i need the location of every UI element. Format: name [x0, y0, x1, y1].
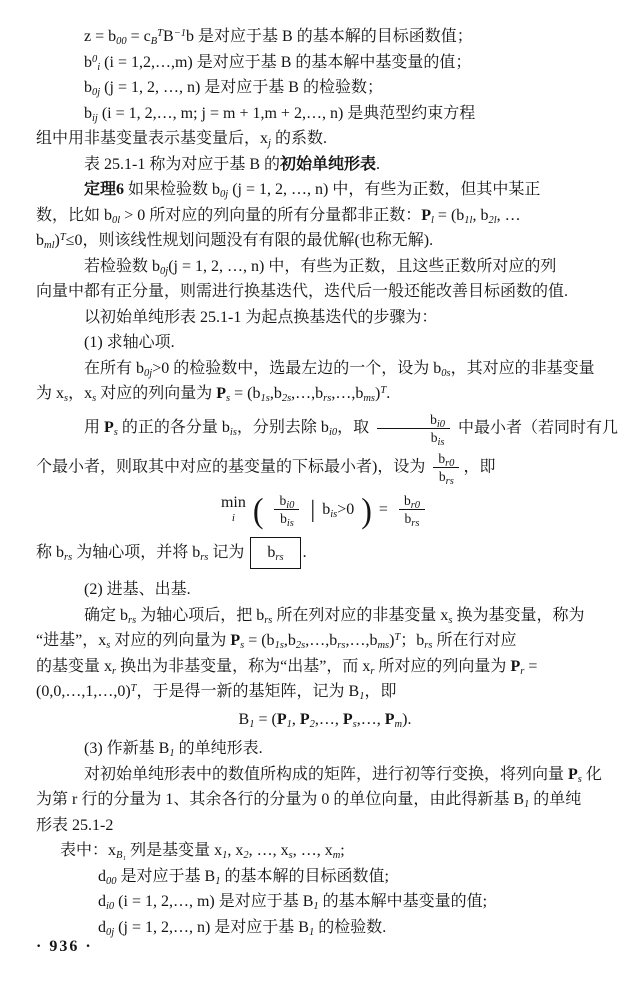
min-label: min — [220, 494, 246, 512]
theorem-6-line: 定理6 如果检验数 $b_{0j}$ (j = 1, 2, …, n) 中，有些为正数，但其中某正 — [84, 181, 541, 200]
min-operator — [221, 495, 246, 524]
fraction — [377, 411, 450, 449]
condition-bar: | — [310, 496, 316, 523]
document-line: $b^0_i$ (i = 1,2,…,m) 是对应于基 B 的基本解中基变量的值； — [84, 53, 472, 73]
page-number: · 936 · — [36, 938, 93, 955]
fraction-denominator: $b_{is}$ — [280, 511, 294, 530]
table-legend-line: $d_{00}$ 是对应于基 $B_1$ 的基本解的目标函数值; — [98, 867, 389, 887]
basis-matrix-formula: $B_1 = (P_1$, $P_2,\dots$, $P_s,\dots$, $P_m$). — [238, 710, 412, 730]
fraction-denominator: $b_{is}$ — [430, 430, 445, 449]
right-paren: ) — [361, 489, 372, 530]
line-text: 中最小者（若同时有几 — [454, 419, 619, 437]
document-line: 确定 $b_{rs}$ 为轴心项后，把 $b_{rs}$ 所在列对应的非基变量 $x_s$ 换为基变量，称为 — [84, 606, 585, 626]
document-line: “进基”，$x_s$ 对应的列向量为 $P_s$ = $(b_{1s},b_{2s},\dots,b_{rs},\dots,b_{ms})^T$；$b_{rs}$ 所在行对应 — [36, 632, 517, 652]
document-line: 以初始单纯形表 25.1-1 为起点换基迭代的步骤为： — [84, 308, 438, 326]
pivot-box: $b_{rs}$ — [250, 537, 300, 570]
fraction-numerator: $b_{i0}$ — [274, 493, 299, 511]
table-legend-line: 表中：$x_{B_1}$ 列是基变量 $x_1$, $x_2$, …, $x_s$, …, $x_m$; — [60, 842, 345, 862]
fraction-numerator: $b_{r0}$ — [399, 493, 425, 511]
step-3-heading: (3) 作新基 $B_1$ 的单纯形表. — [84, 740, 263, 760]
min-index: i — [231, 512, 235, 525]
line-text: ，即 — [463, 458, 496, 476]
fraction-numerator: $b_{i0}$ — [377, 412, 450, 430]
inline-fraction-line — [36, 411, 619, 449]
left-paren: ( — [252, 489, 264, 530]
table-legend-line: $d_{0j}$ (j = 1, 2,…, n) 是对应于基 $B_1$ 的检验数. — [98, 918, 387, 938]
document-line: $b_{0j}$ (j = 1, 2, …, n) 是对应于基 B 的检验数； — [84, 79, 383, 98]
step-1-heading: (1) 求轴心项. — [84, 334, 175, 351]
document-line: $b_{ml})^T\le 0$，则该线性规划问题没有有限的最优解(也称无解). — [36, 232, 434, 251]
document-line: $z = b_{00} = c_B^TB^{-1}b$ 是对应于基 B 的基本解的目标函数值； — [84, 28, 473, 47]
document-line: 的基变量 $x_r$ 换出为非基变量，称为“出基”，而 $x_r$ 所对应的列向量为 $P_r$ = — [36, 657, 538, 677]
document-line: 为第 r 行的分量为 1、其余各行的分量为 0 的单位向量，由此得新基 $B_1$ 的单纯 — [36, 791, 582, 811]
step-2-heading: (2) 进基、出基. — [84, 581, 191, 599]
line-text: 用 $P_s$ 的正的各分量 $b_{is}$，分别去除 $b_{i0}$，取 — [84, 419, 374, 439]
document-line: 在所有 $b_{0j}>0$ 的检验数中，选最左边的一个，设为 $b_{0s}$，其对应的非基变量 — [84, 359, 595, 379]
min-ratio-formula — [36, 489, 614, 530]
fraction-numerator: $b_{r0}$ — [433, 451, 459, 469]
document-line: $b_{ij}$ (i = 1, 2,…, m; j = m + 1,m + 2,…, n) 是典范型约束方程 — [84, 104, 476, 124]
condition-text: $b_{is}>0$ — [322, 500, 355, 520]
equals-sign: = — [378, 500, 388, 518]
line-text: 称 $b_{rs}$ 为轴心项，并将 $b_{rs}$ 记为 — [36, 543, 245, 563]
document-line: 为 $x_s$，$x_s$ 对应的列向量为 $P_s$ = $(b_{1s},b_{2s},\dots,b_{rs},\dots,b_{ms})^T$. — [36, 385, 391, 404]
document-line: 形表 25.1-2 — [36, 816, 114, 834]
document-line: 对初始单纯形表中的数值所构成的矩阵，进行初等行变换，将列向量 $P_s$ 化 — [84, 765, 602, 785]
inline-fraction-line — [36, 450, 614, 488]
fraction — [399, 492, 425, 530]
fraction-denominator: $b_{rs}$ — [438, 469, 454, 488]
document-line: 若检验数 $b_{0j}(j = 1$, 2, …, n) 中，有些为正数，且这些正数所对应的列 — [84, 257, 557, 277]
document-line: (0,0,…,1,…,0)$^T$，于是得一新的基矩阵，记为 $B_1$，即 — [36, 683, 397, 703]
line-text: 个最小者，则取其中对应的基变量的下标最小者)，设为 — [36, 458, 430, 476]
document-line: 向量中都有正分量，则需进行换基迭代，迭代后一般还能改善目标函数的值. — [36, 283, 569, 300]
document-line: 组中用非基变量表示基变量后，$x_j$ 的系数. — [36, 130, 327, 149]
fraction — [433, 450, 459, 488]
fraction-denominator: $b_{rs}$ — [404, 511, 420, 530]
pivot-definition-line — [36, 537, 614, 570]
table-reference-line: 表 25.1-1 称为对应于基 B 的初始单纯形表. — [84, 155, 381, 173]
document-line: 数，比如 $b_{0l} > 0$ 所对应的列向量的所有分量都非正数：$P_l = (b_{1l}$, $b_{2l}$, … — [36, 206, 521, 226]
table-legend-line: $d_{i0}$ (i = 1, 2,…, m) 是对应于基 $B_1$ 的基本解中基变量的值; — [98, 893, 488, 913]
line-text: . — [302, 543, 307, 561]
fraction — [274, 492, 299, 530]
